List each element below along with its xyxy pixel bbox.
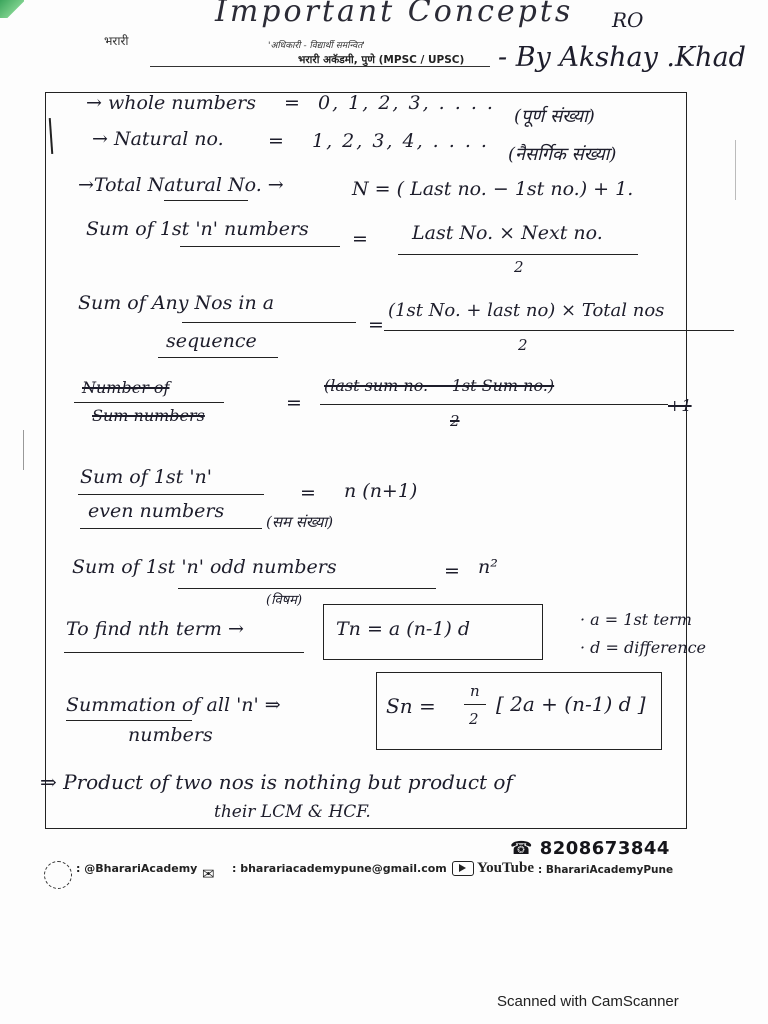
sum-first-n-denominator: 2 [514, 258, 524, 276]
summation-label-2: numbers [128, 724, 213, 746]
underline [64, 652, 304, 653]
margin-mark-faint [735, 140, 736, 200]
sum-even-eq: = [300, 482, 316, 504]
ro-mark: RO [612, 8, 644, 32]
author-signature: - By Akshay .Khad [498, 42, 746, 73]
whole-numbers-value: 0, 1, 2, 3, . . . . [318, 92, 495, 114]
struck-eq: = [286, 392, 302, 414]
footer-youtube: : BharariAcademyPune [538, 864, 674, 876]
sum-odd-marathi: (विषम) [266, 593, 303, 608]
underline [178, 588, 436, 589]
mail-icon: ✉ [202, 865, 215, 883]
sum-even-label-2: even numbers [88, 500, 225, 522]
youtube-icon [452, 861, 474, 876]
sum-sequence-denominator: 2 [518, 336, 528, 354]
summation-label: Summation of all 'n' ⇒ [66, 694, 281, 716]
sum-odd-value: n² [478, 556, 498, 578]
natural-numbers-eq: = [268, 130, 284, 152]
nth-term-formula: Tn = a (n-1) d [336, 618, 471, 640]
whole-numbers-label: → whole numbers [86, 92, 256, 114]
sum-sequence-numerator: (1st No. + last no) × Total nos [388, 300, 665, 321]
summation-frac-bottom: 2 [469, 710, 479, 728]
fraction-bar [320, 404, 668, 405]
nth-term-note-a: · a = 1st term [580, 610, 692, 629]
sum-even-marathi: (सम संख्या) [266, 513, 334, 531]
underline [182, 322, 356, 323]
sum-first-n-eq: = [352, 228, 368, 250]
underline [180, 246, 340, 247]
whole-numbers-marathi: (पूर्ण संख्या) [514, 106, 595, 127]
phone-icon: ☎ [510, 838, 540, 859]
product-line-1: ⇒ Product of two nos is nothing but product of [40, 770, 513, 794]
summation-bracket: [ 2a + (n-1) d ] [496, 692, 646, 716]
page-title: Important Concepts [215, 0, 574, 29]
nth-term-label: To find nth term → [66, 618, 244, 640]
academy-name: भरारी अकॅडमी, पुणे (MPSC / UPSC) [298, 54, 465, 66]
underline [158, 357, 278, 358]
underline [164, 200, 248, 201]
corner-decoration [0, 0, 24, 18]
struck-label-2: Sum numbers [92, 406, 205, 425]
sum-even-value: n (n+1) [344, 480, 418, 502]
summation-frac-top: n [470, 682, 480, 700]
header-divider [150, 66, 490, 67]
total-natural-label: →Total Natural No. → [78, 174, 284, 196]
sum-odd-eq: = [444, 560, 460, 582]
youtube-label: YouTube [452, 860, 534, 877]
underline [66, 720, 192, 721]
social-logo-icon [44, 861, 72, 889]
sum-sequence-label-2: sequence [166, 330, 257, 352]
sum-sequence-eq: = [368, 314, 384, 336]
phone-number: ☎ 8208673844 [510, 838, 670, 859]
footer-email: : bharariacademypune@gmail.com [232, 862, 447, 875]
sum-even-label: Sum of 1st 'n' [80, 466, 213, 488]
struck-label: Number of [82, 378, 170, 397]
fraction-bar [384, 330, 734, 331]
margin-mark-faint [23, 430, 24, 470]
struck-numerator: (last sum no. − 1st Sum no.) [324, 376, 555, 395]
whole-numbers-eq: = [284, 92, 300, 114]
product-line-2: their LCM & HCF. [214, 802, 371, 822]
natural-numbers-label: → Natural no. [92, 128, 224, 150]
sum-odd-label: Sum of 1st 'n' odd numbers [72, 556, 337, 578]
footer-social: : @BharariAcademy [76, 862, 198, 875]
fraction-bar [464, 704, 486, 705]
nth-term-note-d: · d = difference [580, 638, 707, 657]
struck-tail: +1 [668, 396, 692, 415]
struck-denominator: 2 [450, 412, 460, 430]
underline [78, 494, 264, 495]
fraction-bar [398, 254, 638, 255]
academy-logo: भरारी [104, 34, 129, 48]
underline [80, 528, 262, 529]
sum-first-n-label: Sum of 1st 'n' numbers [86, 218, 309, 240]
scanner-watermark: Scanned with CamScanner [497, 993, 679, 1010]
academy-tagline: 'अधिकारी - विद्यार्थी समन्वित' [268, 41, 365, 51]
total-natural-formula: N = ( Last no. − 1st no.) + 1. [352, 178, 634, 200]
natural-numbers-value: 1, 2, 3, 4, . . . . [312, 130, 489, 152]
sum-first-n-numerator: Last No. × Next no. [412, 222, 603, 244]
underline [74, 402, 224, 403]
natural-numbers-marathi: (नैसर्गिक संख्या) [508, 144, 617, 165]
summation-lhs: Sn = [386, 694, 436, 718]
sum-sequence-label: Sum of Any Nos in a [78, 292, 275, 314]
